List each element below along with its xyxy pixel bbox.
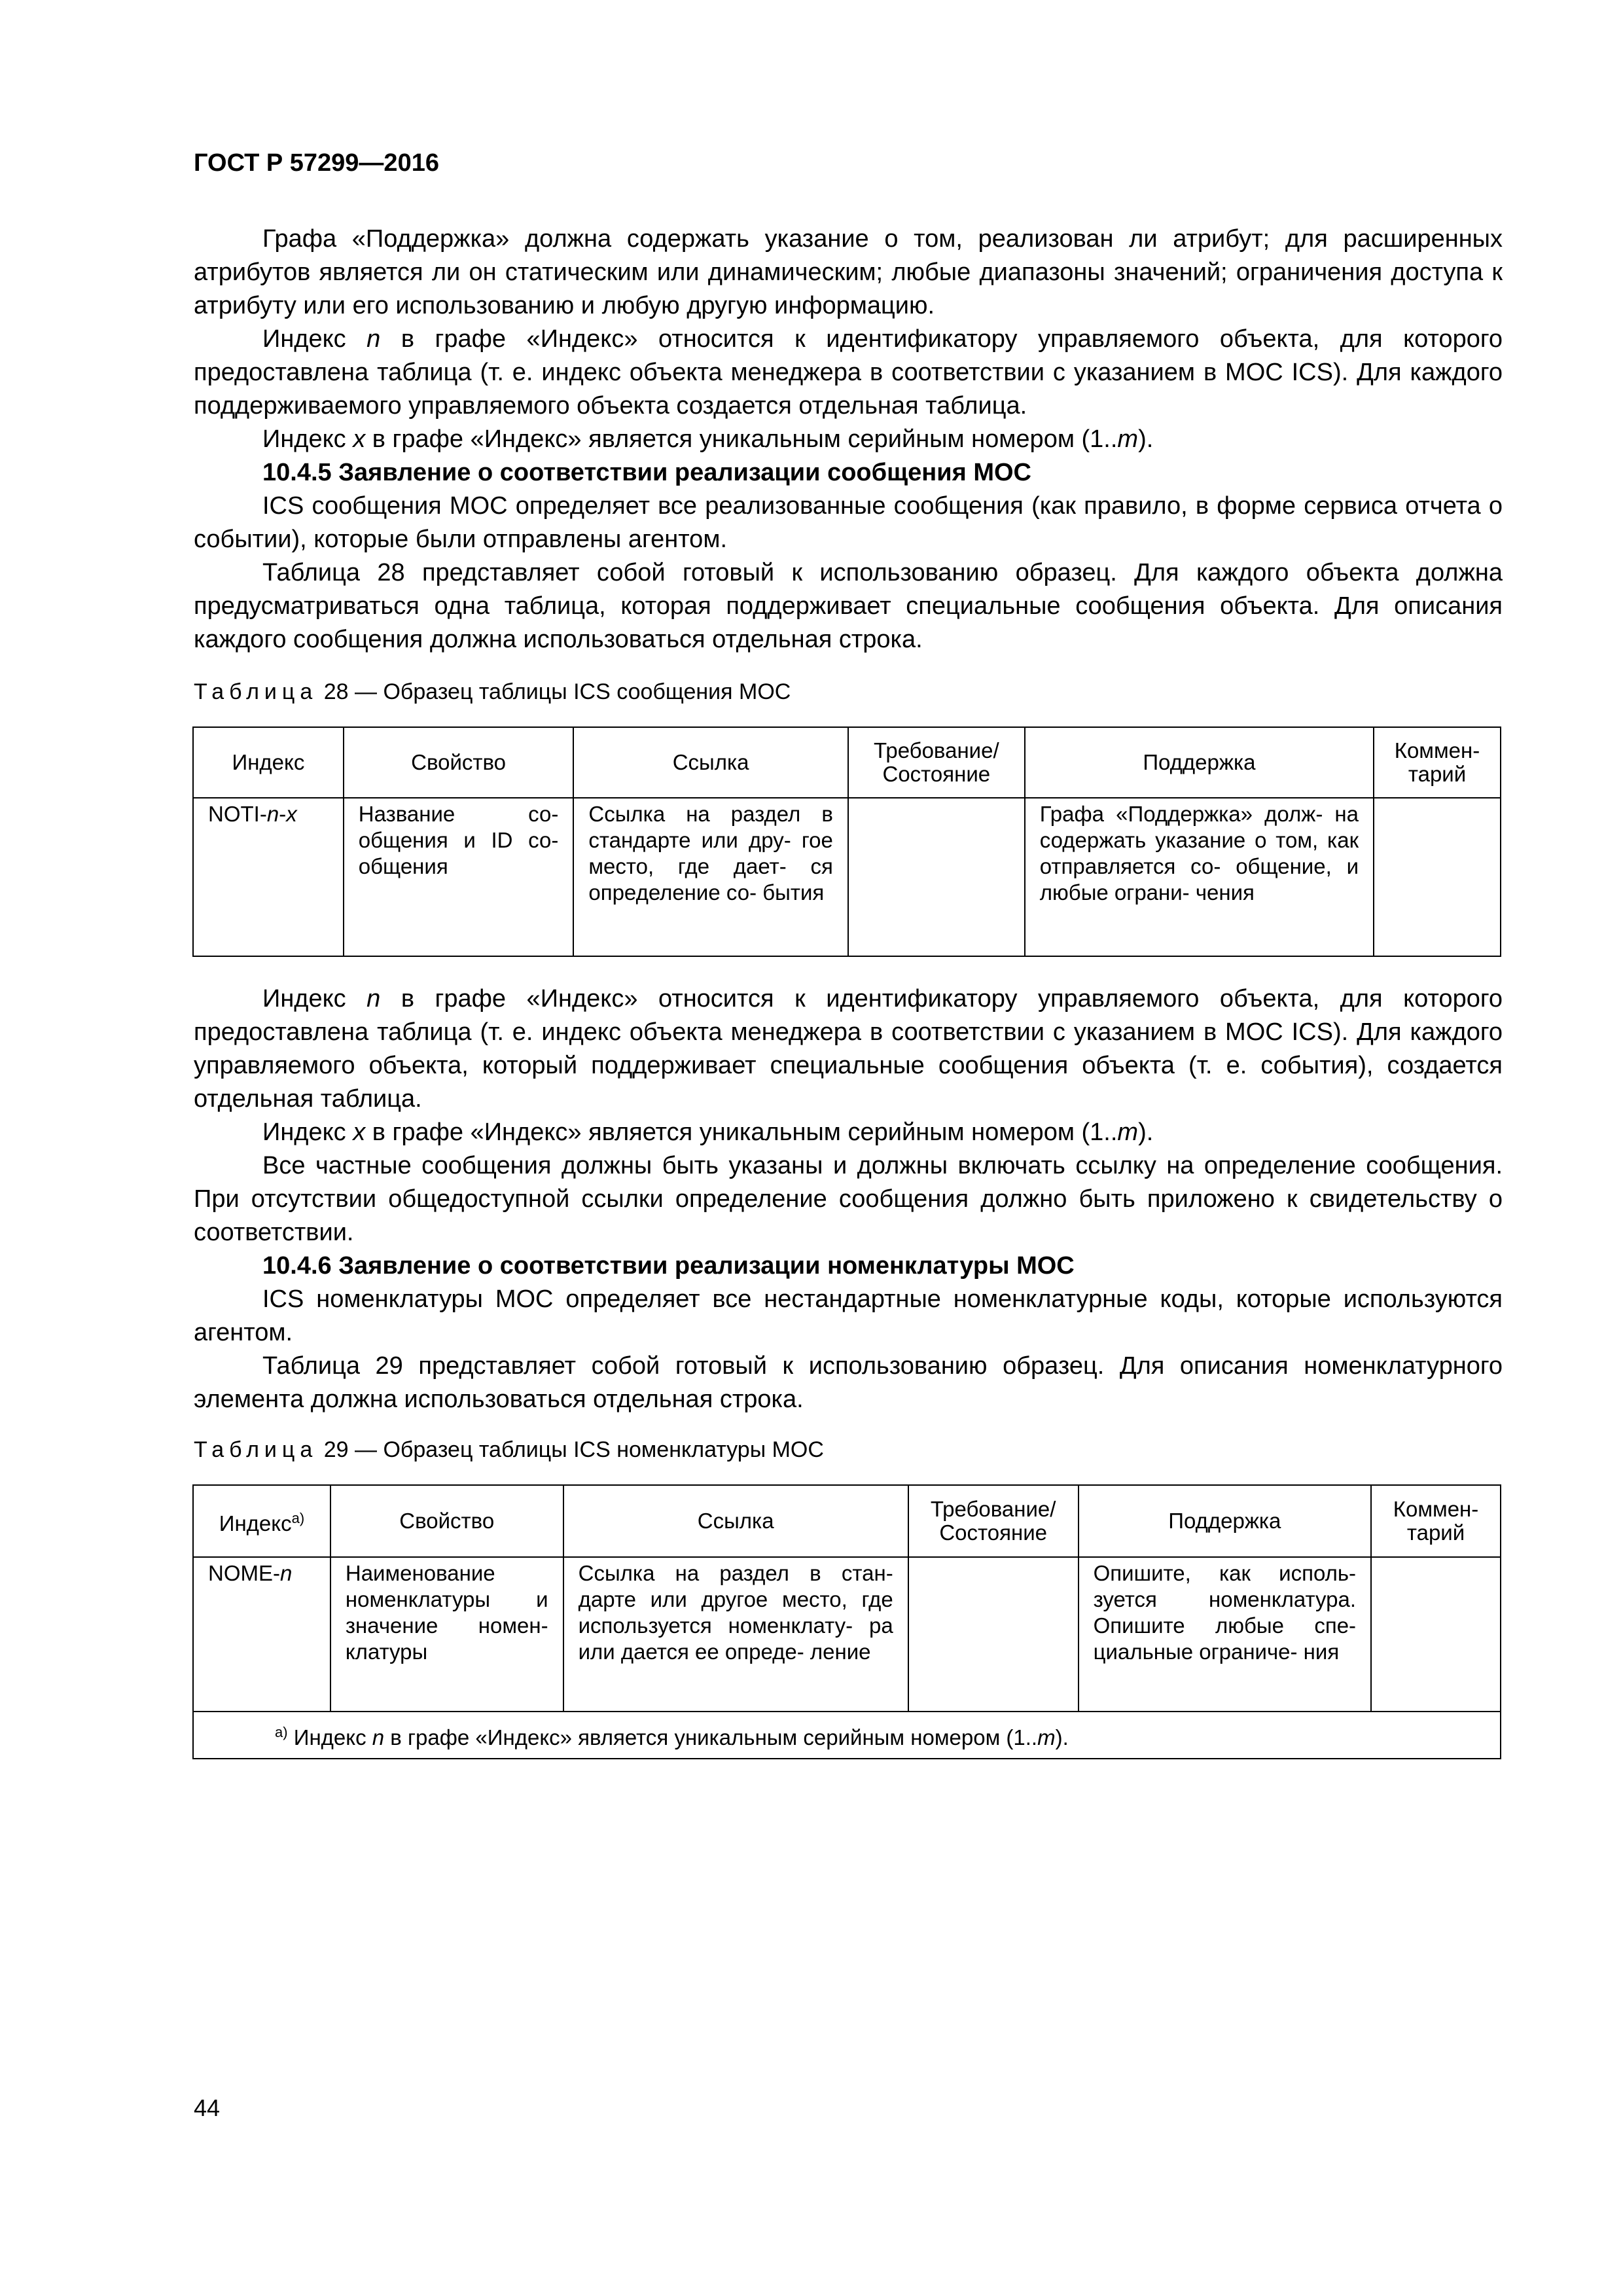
- table29-header-requirement: Требование/ Состояние: [908, 1485, 1079, 1557]
- table28-caption: Таблица 28 — Образец таблицы ICS сообщения MOC: [194, 679, 791, 704]
- paragraph-after28-index-x: Индекс x в графе «Индекс» является уникальным серийным номером (1..m).: [262, 1119, 1154, 1146]
- paragraph-after28-index-n: Индекс n в графе «Индекс» относится к идентификатору управляемого объекта, для которого предоставлена таблица (т. е. индекс объекта менеджера в соответствии с указанием в MOC ICS). Для каждого управляемого объекта, который поддерживает специальные сообщения объекта (т. е. события), создается отдельная таблица.: [194, 985, 1503, 1113]
- table-28: [192, 726, 1501, 957]
- table29-cell-index: NOME-n: [193, 1557, 330, 1712]
- table28-header-comment: Коммен- тарий: [1374, 727, 1501, 798]
- table28-header-property: Свойство: [344, 727, 574, 798]
- paragraph-table29-intro: Таблица 29 представляет собой готовый к использованию образец. Для описания номенклатурного элемента должна использоваться отдельная строка.: [194, 1352, 1503, 1413]
- table28-cell-comment: [1374, 798, 1501, 956]
- paragraph-ics-nomenclature: ICS номенклатуры MOC определяет все нестандартные номенклатурные коды, которые используются агентом.: [194, 1285, 1503, 1346]
- table28-header-requirement: Требование/ Состояние: [848, 727, 1025, 798]
- document-header: ГОСТ Р 57299—2016: [194, 149, 439, 177]
- table28-cell-property: Название со- общения и ID со- общения: [344, 798, 574, 956]
- page-number: 44: [194, 2094, 221, 2121]
- table29-cell-comment: [1371, 1557, 1501, 1712]
- table28-cell-reference: Ссылка на раздел в стандарте или дру- гое место, где дает- ся определение со- бытия: [573, 798, 848, 956]
- table29-header-comment: Коммен- тарий: [1371, 1485, 1501, 1557]
- table28-cell-support: Графа «Поддержка» долж- на содержать указание о том, как отправляется со- общение, и любые ограни- чения: [1025, 798, 1374, 956]
- table29-header-index: Индекс$^{а)}$: [193, 1485, 330, 1557]
- table29-cell-property: Наименование номенклатуры и значение номен- клатуры: [330, 1557, 563, 1712]
- table29-footnote-row: [193, 1712, 1501, 1759]
- table29-cell-support: Опишите, как исполь- зуется номенклатура. Опишите любые спе- циальные ограниче- ния: [1079, 1557, 1371, 1712]
- paragraph-private-messages: Все частные сообщения должны быть указаны и должны включать ссылку на определение сообщения. При отсутствии общедоступной ссылки определение сообщения должно быть приложено к свидетельству о соответствии.: [194, 1152, 1503, 1246]
- table28-header-row: [193, 727, 1501, 798]
- table-29: [192, 1484, 1501, 1759]
- table28-cell-index: NOTI-n-x: [193, 798, 344, 956]
- paragraph-support-column: Графа «Поддержка» должна содержать указание о том, реализован ли атрибут; для расширенных атрибутов является ли он статическим или динамическим; любые диапазоны значений; ограничения доступа к атрибуту или его использованию и любую другую информацию.: [194, 225, 1503, 319]
- paragraph-table28-intro: Таблица 28 представляет собой готовый к использованию образец. Для каждого объекта должна предусматриваться одна таблица, которая поддерживает специальные сообщения объекта. Для описания каждого сообщения должна использоваться отдельная строка.: [194, 559, 1503, 653]
- paragraph-index-x: Индекс x в графе «Индекс» является уникальным серийным номером (1..m).: [262, 425, 1154, 453]
- table29-header-support: Поддержка: [1079, 1485, 1371, 1557]
- table28-cell-requirement: [848, 798, 1025, 956]
- table29-cell-reference: Ссылка на раздел в стан- дарте или другое место, где используется номенклату- ра или дается ее опреде- ление: [563, 1557, 908, 1712]
- table28-header-reference: Ссылка: [573, 727, 848, 798]
- table29-header-reference: Ссылка: [563, 1485, 908, 1557]
- table29-row: [193, 1557, 1501, 1712]
- table29-header-row: [193, 1485, 1501, 1557]
- table28-header-index: Индекс: [193, 727, 344, 798]
- table28-header-support: Поддержка: [1025, 727, 1374, 798]
- table29-cell-requirement: [908, 1557, 1079, 1712]
- section-heading-10-4-5: 10.4.5 Заявление о соответствии реализации сообщения MOC: [262, 459, 1031, 486]
- table29-caption: Таблица 29 — Образец таблицы ICS номенклатуры MOC: [194, 1437, 824, 1462]
- paragraph-index-n: Индекс n в графе «Индекс» относится к идентификатору управляемого объекта, для которого предоставлена таблица (т. е. индекс объекта менеджера в соответствии с указанием в MOC ICS). Для каждого поддерживаемого управляемого объекта создается отдельная таблица.: [194, 325, 1503, 420]
- table29-footnote: $^{а)}$ Индекс n в графе «Индекс» является уникальным серийным номером (1..m).: [193, 1712, 1501, 1759]
- table28-row: [193, 798, 1501, 956]
- paragraph-ics-messages: ICS сообщения MOC определяет все реализованные сообщения (как правило, в форме сервиса отчета о событии), которые были отправлены агентом.: [194, 492, 1503, 553]
- table29-header-property: Свойство: [330, 1485, 563, 1557]
- section-heading-10-4-6: 10.4.6 Заявление о соответствии реализации номенклатуры MOC: [262, 1252, 1075, 1280]
